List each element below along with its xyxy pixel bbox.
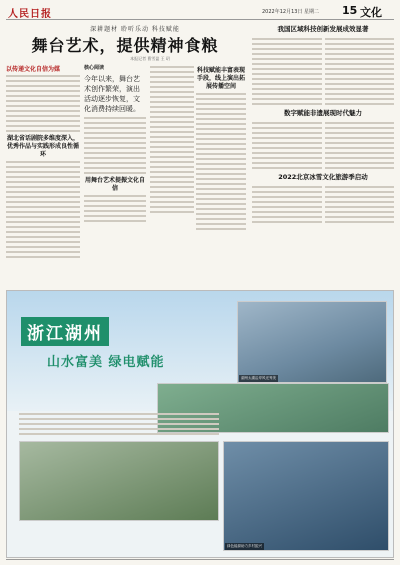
text-lines (84, 117, 146, 174)
photo-power-lines (237, 301, 387, 383)
right-block (252, 24, 394, 226)
second-column (196, 64, 246, 294)
second-column-subhead: 科技赋能丰富表现手段，线上演出拓展传播空间 (196, 67, 245, 90)
text-lines (150, 66, 194, 213)
footer-rule (6, 559, 394, 562)
photo-village (19, 441, 219, 521)
right-text-columns-3 (252, 184, 394, 226)
lead-kicker: 深耕题材 聆听乐动 科技赋能 (90, 26, 180, 33)
right-text-columns-1 (252, 36, 394, 108)
dateline: 2022年12月13日 星期二 (262, 9, 320, 15)
right-title-1: 我国区域科技创新发展成效显著 (277, 25, 369, 33)
magazine-feature (6, 290, 394, 558)
left-subhead-red: 以传递文化自信为媒 (6, 66, 61, 73)
text-lines (6, 161, 80, 258)
magazine-text (19, 411, 219, 438)
right-text-columns-2 (252, 120, 394, 172)
section-name: 文化 (360, 6, 382, 19)
photo-caption-top: 湖州太湖沿岸风光秀美 (241, 376, 276, 380)
masthead (6, 4, 394, 20)
middle-column (84, 64, 146, 294)
text-lines (84, 195, 146, 222)
photo-caption-bottom: 绿色能源助力乡村振兴 (227, 544, 262, 548)
page-number: 15 (342, 4, 358, 17)
pull-quote: 今年以来，舞台艺术创作繁荣，演出活动逐步恢复，文化消费持续回暖。 (84, 75, 140, 113)
middle-subhead: 用舞台艺术提振文化自信 (84, 177, 145, 192)
right-title-2: 数字赋能非遗展现时代魅力 (284, 109, 362, 117)
magazine-title: 浙江湖州 (21, 317, 109, 346)
photo-solar-panels (223, 441, 389, 551)
lead-headline: 舞台艺术，提供精神食粮 (31, 36, 219, 55)
left-column (6, 64, 80, 294)
newspaper-logo: 人民日报 (8, 9, 52, 20)
lead-byline: 本报记者 曹雪盈 王 玥 (130, 56, 170, 61)
photo-column (150, 64, 194, 294)
core-reading-title: 核心阅读 (84, 65, 105, 71)
left-subhead-black: 湖北省话剧院多维度深入，优秀作品与实践形成良性循环 (6, 135, 79, 158)
right-title-3: 2022北京冰雪文化旅游季启动 (278, 173, 368, 181)
text-lines (6, 75, 80, 132)
magazine-subtitle: 山水富美 绿电赋能 (47, 355, 165, 370)
text-lines (196, 93, 246, 230)
